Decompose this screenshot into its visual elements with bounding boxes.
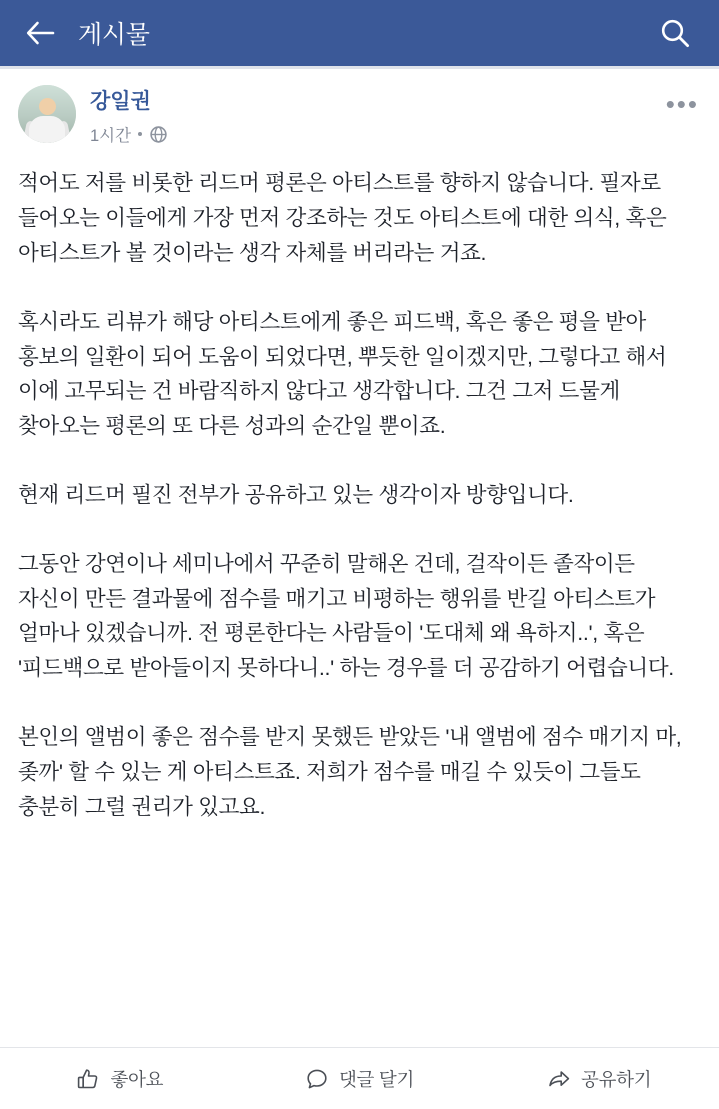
- comment-icon: [305, 1067, 329, 1091]
- share-icon: [547, 1067, 571, 1091]
- post-paragraph: 현재 리드머 필진 전부가 공유하고 있는 생각이자 방향입니다.: [18, 483, 574, 508]
- meta-separator-dot: [138, 132, 142, 136]
- arrow-left-icon: [25, 20, 55, 46]
- page-title: 게시물: [78, 21, 150, 49]
- back-button[interactable]: [18, 11, 62, 55]
- comment-button[interactable]: [240, 1048, 480, 1109]
- globe-icon[interactable]: [150, 126, 167, 143]
- thumbs-up-icon: [76, 1067, 100, 1091]
- post-paragraph: 적어도 저를 비롯한 리드머 평론은 아티스트를 향하지 않습니다. 필자로 들어오는 이들에게 가장 먼저 강조하는 것도 아티스트에 대한 의식, 혹은 아티스트가 볼 것이라는 생각 자체를 버리라는 거죠.: [18, 171, 667, 265]
- app-bar: [0, 0, 719, 66]
- search-button[interactable]: [651, 9, 699, 57]
- avatar[interactable]: [18, 85, 76, 143]
- post-paragraph: 그동안 강연이나 세미나에서 꾸준히 말해온 건데, 걸작이든 졸작이든 자신이 만든 결과물에 점수를 매기고 비평하는 행위를 반길 아티스트가 얼마나 있겠습니까. 전 평론한다는 사람들이 '도대체 왜 욕하지..', 혹은 '피드백으로 받아들이지 못하다니..' 하는 경우를 더 공감하기 어렵습니다.: [18, 551, 674, 681]
- share-button[interactable]: [479, 1048, 719, 1109]
- post-body: [0, 152, 719, 824]
- post-paragraph: 혹시라도 리뷰가 해당 아티스트에게 좋은 피드백, 혹은 좋은 평을 받아 홍보의 일환이 되어 도움이 되었다면, 뿌듯한 일이겠지만, 그렇다고 해서 이에 고무되는 건 바람직하지 않다고 생각합니다. 그건 그저 드물게 찾아오는 평론의 또 다른 성과의 순간일 뿐이죠.: [18, 309, 667, 439]
- like-label: 좋아요: [110, 1068, 164, 1090]
- comment-label: 댓글 달기: [338, 1068, 415, 1090]
- post-timestamp[interactable]: 1시간: [90, 127, 132, 146]
- avatar-figure-head: [39, 98, 56, 115]
- post-meta: [90, 85, 658, 146]
- post-header: [0, 69, 719, 152]
- post-paragraph: 본인의 앨범이 좋은 점수를 받지 못했든 받았든 '내 앨범에 점수 매기지 마, 좆까' 할 수 있는 게 아티스트죠. 저희가 점수를 매길 수 있듯이 그들도 충분히 그럴 권리가 있고요.: [18, 725, 682, 819]
- like-button[interactable]: [0, 1048, 240, 1109]
- share-label: 공유하기: [581, 1068, 652, 1090]
- post-meta-line: [90, 122, 658, 146]
- search-icon: [659, 17, 691, 49]
- author-name[interactable]: 강일권: [90, 90, 151, 113]
- avatar-figure-body: [29, 116, 65, 143]
- post-action-bar: [0, 1047, 719, 1109]
- post-options-button[interactable]: •••: [665, 89, 699, 119]
